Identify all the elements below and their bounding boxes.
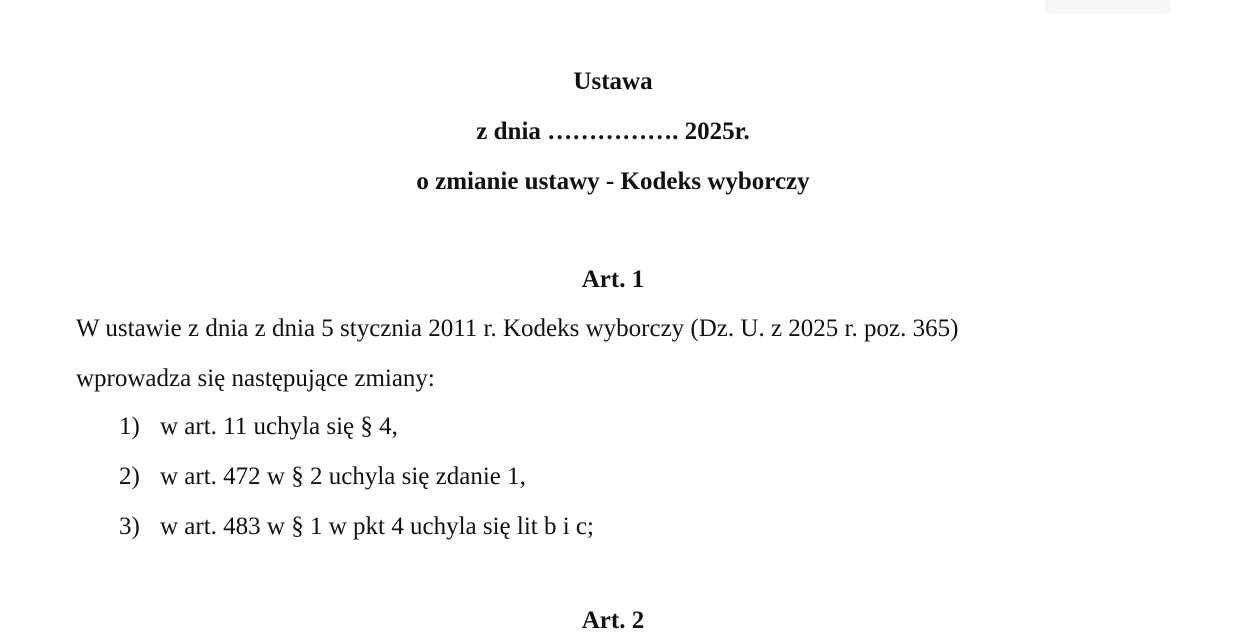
list-item xyxy=(119,412,398,442)
list-item xyxy=(119,462,526,492)
document-date-line: z dnia ……………. 2025r. xyxy=(476,118,750,145)
document-title: Ustawa xyxy=(573,68,653,95)
document-subject: o zmianie ustawy - Kodeks wyborczy xyxy=(416,168,810,195)
list-item-text: w art. 11 uchyla się § 4, xyxy=(160,413,398,440)
article-2-heading: Art. 2 xyxy=(581,607,645,634)
list-item-number: 3) xyxy=(119,513,140,540)
list-item-text: w art. 483 w § 1 w pkt 4 uchyla się lit b i c; xyxy=(160,513,594,540)
list-item-number: 2) xyxy=(119,463,140,490)
article-1-intro-line-1: W ustawie z dnia z dnia 5 stycznia 2011 r. Kodeks wyborczy (Dz. U. z 2025 r. poz. 365) xyxy=(76,315,959,342)
scan-artifact xyxy=(1045,0,1170,14)
list-item-text: w art. 472 w § 2 uchyla się zdanie 1, xyxy=(160,463,526,490)
article-1-heading: Art. 1 xyxy=(581,266,645,293)
list-item xyxy=(119,512,594,542)
list-item-number: 1) xyxy=(119,413,140,440)
article-1-intro-line-2: wprowadza się następujące zmiany: xyxy=(76,365,435,392)
